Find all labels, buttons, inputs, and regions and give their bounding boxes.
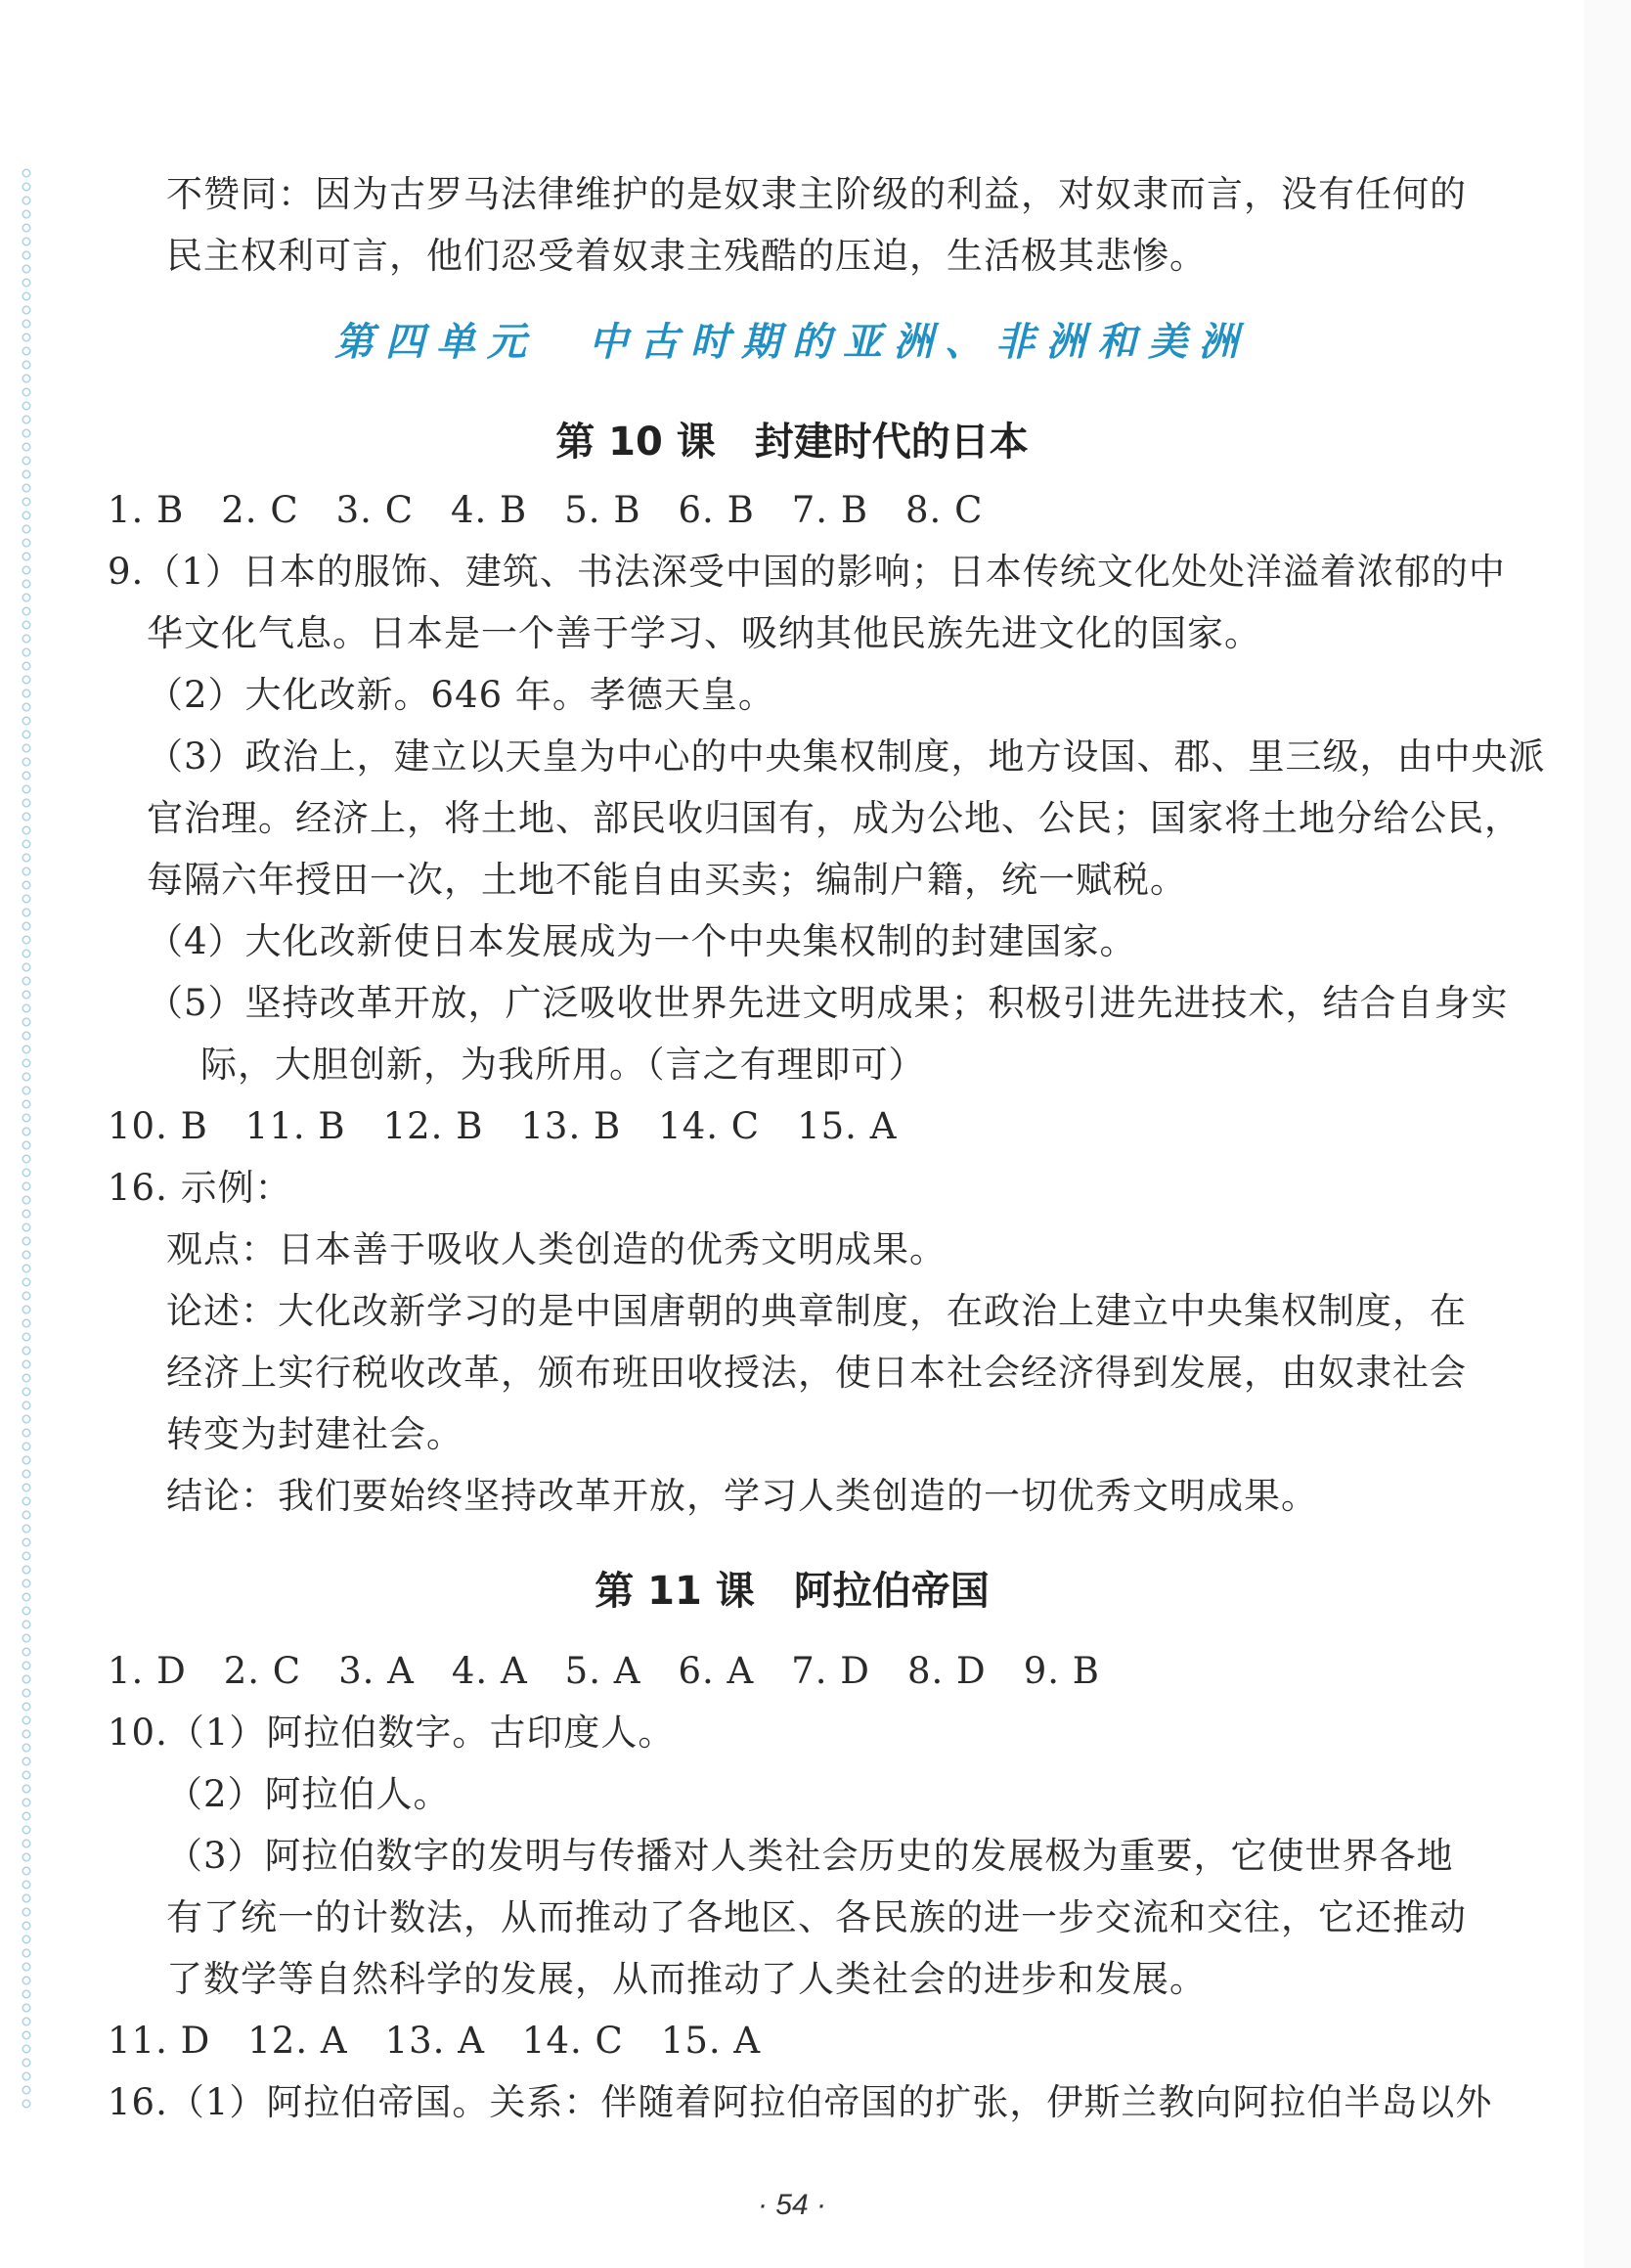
answer-line: 官治理。经济上，将土地、部民收归国有，成为公地、公民；国家将土地分给公民，: [147, 797, 1521, 839]
page-number: · 54 ·: [757, 2189, 827, 2221]
answer-line: 11. D 12. A 13. A 14. C 15. A: [108, 2020, 762, 2062]
answer-line: 了数学等自然科学的发展，从而推动了人类社会的进步和发展。: [166, 1958, 1207, 2000]
answer-line: 10. B 11. B 12. B 13. B 14. C 15. A: [108, 1105, 898, 1147]
answer-line: 9.（1）日本的服饰、建筑、书法深受中国的影响；日本传统文化处处洋溢着浓郁的中: [108, 551, 1506, 593]
answer-line: （2）阿拉伯人。: [166, 1773, 451, 1815]
answer-line: 经济上实行税收改革，颁布班田收授法，使日本社会经济得到发展，由奴隶社会: [166, 1352, 1467, 1394]
answer-line: 有了统一的计数法，从而推动了各地区、各民族的进一步交流和交往，它还推动: [166, 1896, 1467, 1938]
answer-line: 16.（1）阿拉伯帝国。关系：伴随着阿拉伯帝国的扩张，伊斯兰教向阿拉伯半岛以外: [108, 2081, 1493, 2123]
answer-line: 每隔六年授田一次，土地不能自由买卖；编制户籍，统一赋税。: [147, 859, 1187, 901]
answer-line: （3）阿拉伯数字的发明与传播对人类社会历史的发展极为重要，它使世界各地: [166, 1835, 1454, 1877]
answer-line: 观点：日本善于吸收人类创造的优秀文明成果。: [166, 1228, 947, 1270]
answer-line: 华文化气息。日本是一个善于学习、吸纳其他民族先进文化的国家。: [147, 612, 1261, 654]
lesson-10-title: 第 10 课 封建时代的日本: [555, 420, 1029, 465]
answer-line: （2）大化改新。646 年。孝德天皇。: [147, 674, 775, 716]
answer-line: 转变为封建社会。: [166, 1413, 463, 1455]
text-line: 不赞同：因为古罗马法律维护的是奴隶主阶级的利益，对奴隶而言，没有任何的: [166, 173, 1467, 215]
answer-line: 际，大胆创新，为我所用。（言之有理即可）: [200, 1044, 926, 1086]
answer-line: 1. B 2. C 3. C 4. B 5. B 6. B 7. B 8. C: [108, 489, 984, 531]
answer-line: （5）坚持改革开放，广泛吸收世界先进文明成果；积极引进先进技术，结合自身实: [147, 982, 1509, 1024]
unit-title: 第四单元 中古时期的亚洲、非洲和美洲: [334, 319, 1250, 365]
answer-line: （4）大化改新使日本发展成为一个中央集权制的封建国家。: [147, 920, 1137, 962]
answer-line: 16. 示例：: [108, 1167, 292, 1209]
text-line: 民主权利可言，他们忍受着奴隶主残酷的压迫，生活极其悲惨。: [166, 235, 1207, 277]
answer-line: 1. D 2. C 3. A 4. A 5. A 6. A 7. D 8. D 9. B: [108, 1650, 1100, 1692]
answer-line: 论述：大化改新学习的是中国唐朝的典章制度，在政治上建立中央集权制度，在: [166, 1290, 1467, 1332]
answer-line: 10.（1）阿拉伯数字。古印度人。: [108, 1712, 676, 1754]
lesson-11-title: 第 11 课 阿拉伯帝国: [595, 1569, 990, 1614]
answer-line: （3）政治上，建立以天皇为中心的中央集权制度，地方设国、郡、里三级，由中央派: [147, 735, 1546, 778]
answer-line: 结论：我们要始终坚持改革开放，学习人类创造的一切优秀文明成果。: [166, 1475, 1318, 1517]
